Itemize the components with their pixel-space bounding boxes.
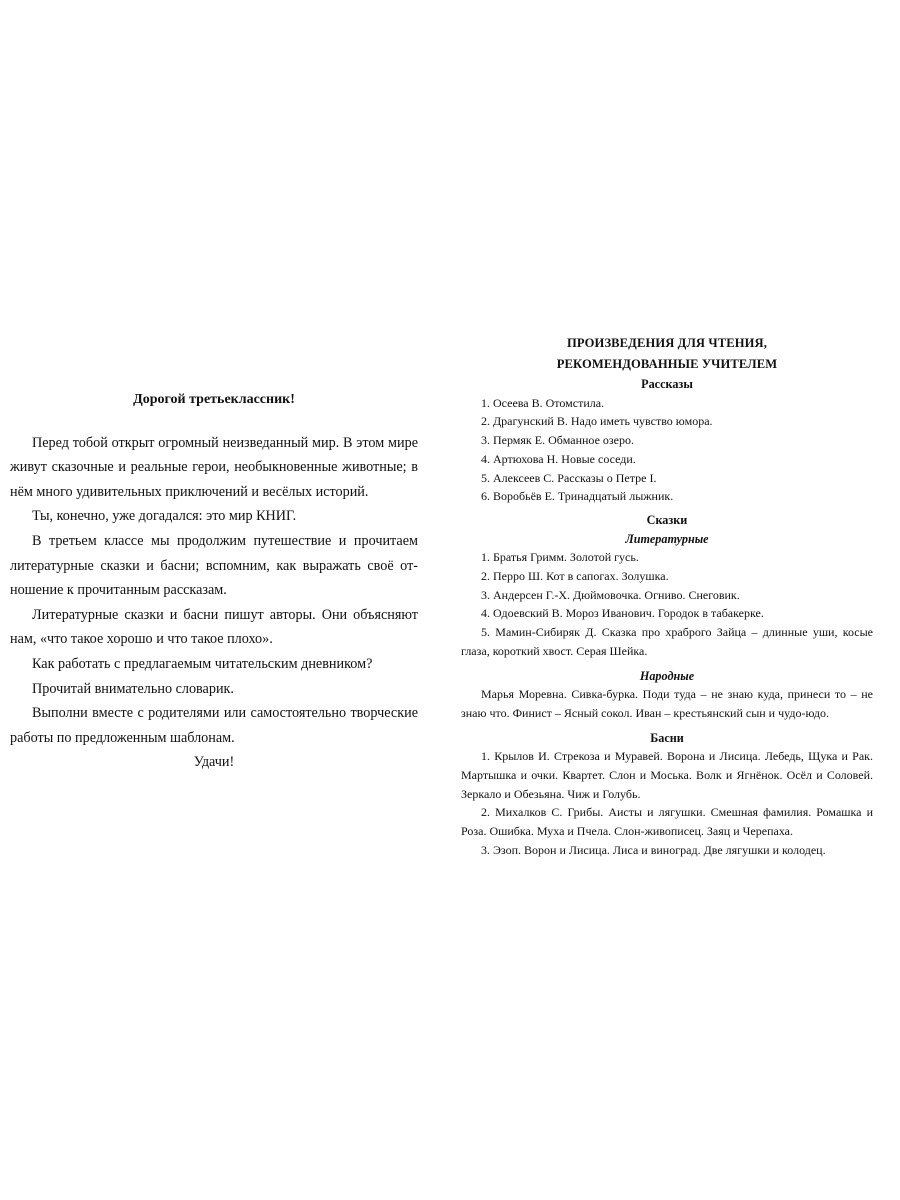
list-item: 2. Драгунский В. Надо иметь чувство юмора.: [481, 414, 713, 429]
greeting-title: Дорогой третьеклассник!: [133, 392, 295, 407]
closing-wish: Удачи!: [193, 754, 235, 771]
right-page: [461, 333, 873, 860]
intro-paragraph: Как работать с предлагаемым читательским дневником?: [32, 655, 373, 672]
reading-list-title-line1: ПРОИЗВЕДЕНИЯ ДЛЯ ЧТЕНИЯ,: [567, 336, 767, 350]
list-item: 2. Михалков С. Грибы. Аисты и лягушки. Смешная фамилия. Ромашка и Роза. Ошибка. Муха и Пчела. Слон-живописец. Заяц и Черепаха.: [461, 805, 873, 839]
list-item: 2. Перро Ш. Кот в сапогах. Золушка.: [481, 569, 669, 584]
intro-paragraph: В третьем классе мы продолжим путешествие и прочитаем литературные сказки и басни; вспомним, как выражать своё отношение к прочитанным рассказам.: [10, 532, 418, 599]
folk-tales-heading: Народные: [639, 668, 695, 683]
stories-heading: Рассказы: [641, 377, 693, 391]
intro-paragraph: Литературные сказки и басни пишут авторы. Они объясняют нам, «что такое хорошо и что такое плохо».: [10, 606, 418, 648]
fables-heading: Басни: [650, 730, 684, 745]
list-item: 5. Алексеев С. Рассказы о Петре I.: [481, 470, 657, 485]
list-item: 3. Эзоп. Ворон и Лисица. Лиса и виноград. Две лягушки и колодец.: [481, 842, 826, 857]
literary-tales-heading: Литературные: [625, 531, 709, 546]
reading-list-title-line2: РЕКОМЕНДОВАННЫЕ УЧИТЕЛЕМ: [556, 357, 778, 371]
list-item: Марья Моревна. Сивка-бурка. Поди туда – не знаю куда, принеси то – не знаю что. Финист – Ясный сокол. Иван – крестьянский сын и чудо-юдо.: [461, 687, 873, 720]
list-item: 6. Воробьёв Е. Тринадцатый лыжник.: [481, 489, 674, 504]
list-item: 1. Осеева В. Отомстила.: [481, 395, 605, 410]
intro-paragraph: Прочитай внимательно словарик.: [32, 680, 234, 697]
list-item: 4. Одоевский В. Мороз Иванович. Городок в табакерке.: [481, 606, 764, 621]
left-page: [10, 388, 418, 775]
list-item: 1. Крылов И. Стрекоза и Муравей. Ворона и Лисица. Лебедь, Щука и Рак. Мартышка и очки. Квартет. Слон и Моська. Волк и Ягнёнок. Осёл и Соловей. Зеркало и Обезьяна. Чиж и Голубь.: [461, 749, 873, 801]
intro-paragraph: Ты, конечно, уже догадался: это мир КНИГ.: [32, 508, 297, 525]
intro-paragraph: Перед тобой открыт огромный неизведанный мир. В этом мире живут сказочные и реальные герои, необыкновенные животные; в нём много удивительных приключений и весёлых историй.: [10, 434, 418, 500]
stories-list: [461, 394, 873, 506]
list-item: 4. Артюхова Н. Новые соседи.: [481, 451, 636, 466]
intro-paragraph: Выполни вместе с родителями или самостоятельно творческие работы по предложенным шаблонам.: [10, 705, 418, 746]
literary-tales-list: [461, 548, 873, 660]
folk-tales-list: [461, 685, 873, 722]
list-item: 3. Андерсен Г.-Х. Дюймовочка. Огниво. Снеговик.: [481, 587, 740, 602]
list-item: 3. Пермяк Е. Обманное озеро.: [481, 433, 634, 448]
list-item: 1. Братья Гримм. Золотой гусь.: [481, 550, 639, 565]
fairy-tales-heading: Сказки: [646, 512, 688, 527]
fables-list: [461, 747, 873, 859]
list-item: 5. Мамин-Сибиряк Д. Сказка про храброго Зайца – длинные уши, косые глаза, короткий хвост. Серая Шейка.: [461, 625, 873, 658]
